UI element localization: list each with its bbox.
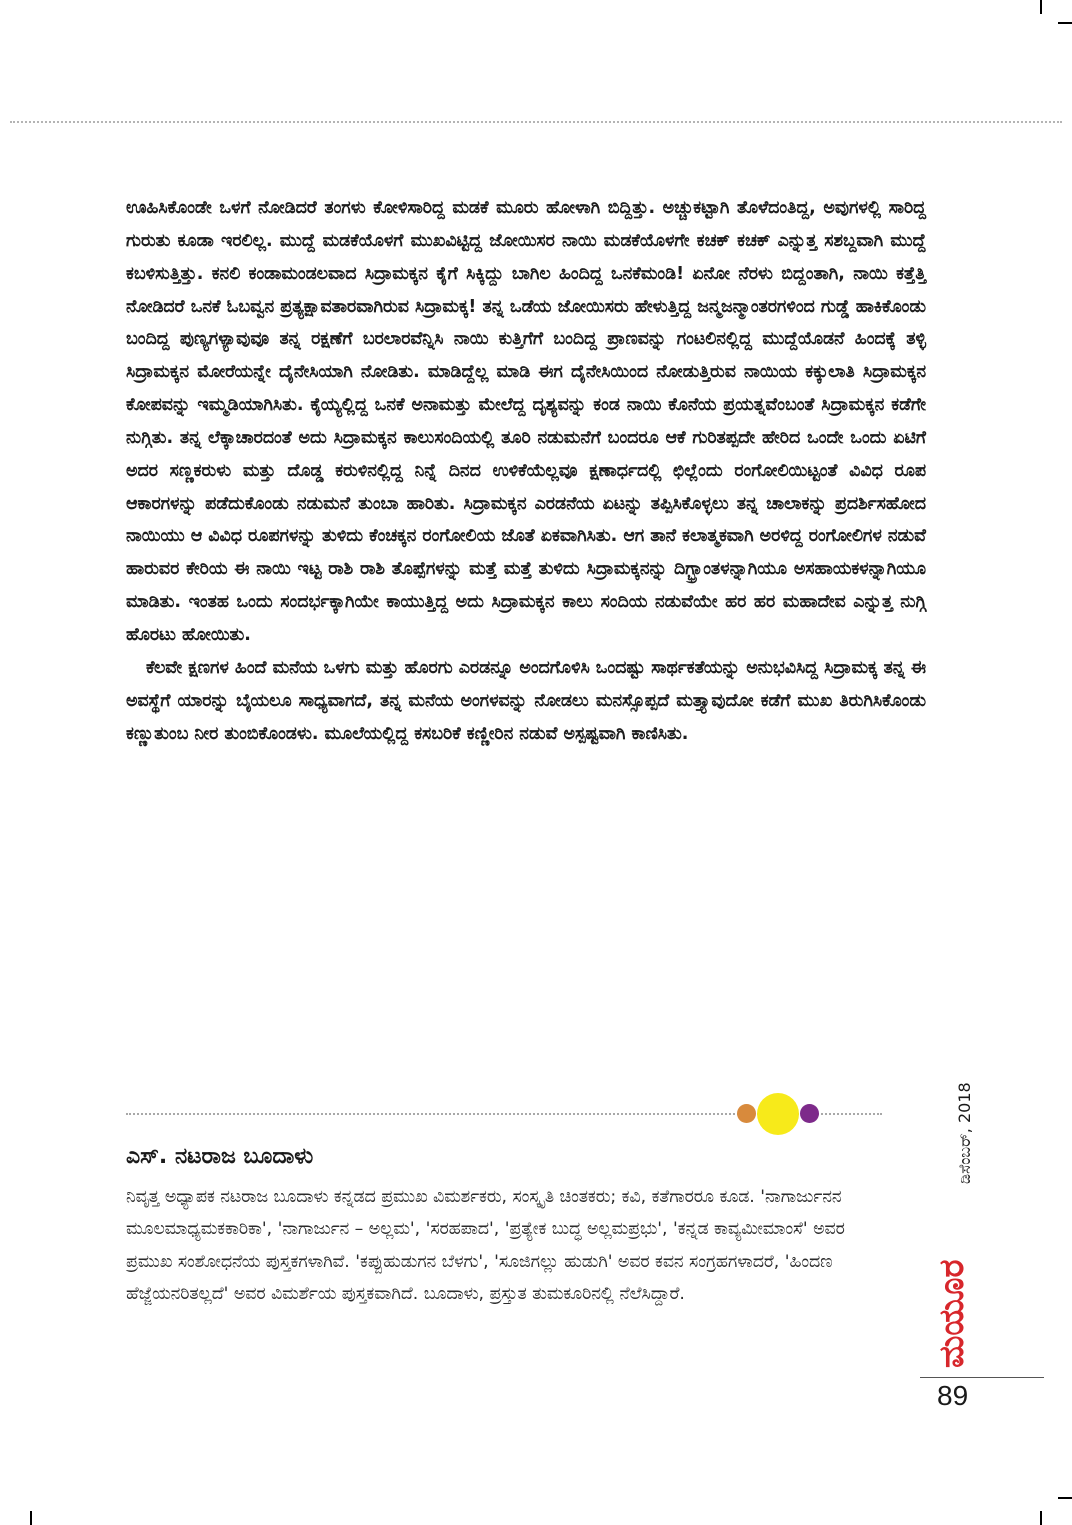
crop-mark-bottom-right	[1040, 1511, 1042, 1525]
crop-mark-right-top	[1058, 22, 1072, 24]
magazine-logo-text: ಮಯೂರ	[932, 1259, 972, 1368]
yellow-dot-ornament	[757, 1093, 799, 1135]
crop-mark-bottom-left	[30, 1511, 32, 1525]
issue-date	[935, 1084, 975, 1184]
magazine-logo	[928, 1196, 974, 1368]
author-bio-text: ನಿವೃತ್ತ ಅಧ್ಯಾಪಕ ನಟರಾಜ ಬೂದಾಳು ಕನ್ನಡದ ಪ್ರಮುಖ ವಿಮರ್ಶಕರು, ಸಂಸ್ಕೃತಿ ಚಿಂತಕರು; ಕವಿ, ಕತೆಗಾರರೂ ಕೂಡ. 'ನಾಗಾರ್ಜುನನ ಮೂಲಮಾಧ್ಯಮಕಕಾರಿಕಾ', 'ನಾಗಾರ್ಜುನ – ಅಲ್ಲಮ', 'ಸರಹಪಾದ', 'ಪ್ರತ್ಯೇಕ ಬುದ್ಧ ಅಲ್ಲಮಪ್ರಭು', 'ಕನ್ನಡ ಕಾವ್ಯಮೀಮಾಂಸೆ' ಅವರ ಪ್ರಮುಖ ಸಂಶೋಧನೆಯ ಪುಸ್ತಕಗಳಾಗಿವೆ. 'ಕಪ್ಪುಹುಡುಗನ ಬೆಳಗು', 'ಸೂಜಿಗಲ್ಲು ಹುಡುಗಿ' ಅವರ ಕವನ ಸಂಗ್ರಹಗಳಾದರೆ, 'ಹಿಂದಣ ಹೆಜ್ಜೆಯನರಿತಲ್ಲದೆ' ಅವರ ವಿಮರ್ಶೆಯ ಪುಸ್ತಕವಾಗಿದೆ. ಬೂದಾಳು, ಪ್ರಸ್ತುತ ತುಮಕೂರಿನಲ್ಲಿ ನೆಲೆಸಿದ್ದಾರೆ.	[126, 1187, 845, 1305]
orange-dot-ornament	[737, 1104, 756, 1123]
author-bio	[126, 1181, 886, 1311]
story-body	[126, 192, 926, 750]
page-number: 89	[937, 1380, 969, 1411]
story-paragraph-2: ಕೆಲವೇ ಕ್ಷಣಗಳ ಹಿಂದೆ ಮನೆಯ ಒಳಗು ಮತ್ತು ಹೊರಗು ಎರಡನ್ನೂ ಅಂದಗೊಳಿಸಿ ಒಂದಷ್ಟು ಸಾರ್ಥಕತೆಯನ್ನು ಅನುಭವಿಸಿದ್ದ ಸಿದ್ರಾಮಕ್ಕ ತನ್ನ ಈ ಅವಸ್ಥೆಗೆ ಯಾರನ್ನು ಬೈಯಲೂ ಸಾಧ್ಯವಾಗದೆ, ತನ್ನ ಮನೆಯ ಅಂಗಳವನ್ನು ನೋಡಲು ಮನಸ್ಸೊಪ್ಪದೆ ಮತ್ತ್ಯಾವುದೋ ಕಡೆಗೆ ಮುಖ ತಿರುಗಿಸಿಕೊಂಡು ಕಣ್ಣುತುಂಬ ನೀರ ತುಂಬಿಕೊಂಡಳು. ಮೂಲೆಯಲ್ಲಿದ್ದ ಕಸಬರಿಕೆ ಕಣ್ಣೀರಿನ ನಡುವೆ ಅಸ್ಪಷ್ಟವಾಗಿ ಕಾಣಿಸಿತು.	[126, 657, 926, 744]
purple-dot-ornament	[800, 1104, 819, 1123]
author-name: ಎಸ್. ನಟರಾಜ ಬೂದಾಳು	[126, 1144, 314, 1169]
header-dotted-rule	[10, 121, 1062, 123]
issue-date-text: ಡಿಸೆಂಬರ್, 2018	[955, 1082, 974, 1184]
section-separator	[126, 1113, 882, 1115]
crop-mark-right-bottom	[1058, 1497, 1072, 1499]
story-paragraph-1: ಊಹಿಸಿಕೊಂಡೇ ಒಳಗೆ ನೋಡಿದರೆ ತಂಗಳು ಕೋಳಿಸಾರಿದ್ದ ಮಡಕೆ ಮೂರು ಹೋಳಾಗಿ ಬಿದ್ದಿತ್ತು. ಅಚ್ಚುಕಟ್ಟಾಗಿ ತೊಳೆದಂತಿದ್ದ, ಅವುಗಳಲ್ಲಿ ಸಾರಿದ್ದ ಗುರುತು ಕೂಡಾ ಇರಲಿಲ್ಲ. ಮುದ್ದೆ ಮಡಕೆಯೊಳಗೆ ಮುಖವಿಟ್ಟಿದ್ದ ಜೋಯಿಸರ ನಾಯಿ ಮಡಕೆಯೊಳಗೇ ಕಚಕ್ ಕಚಕ್ ಎನ್ನುತ್ತ ಸಶಬ್ದವಾಗಿ ಮುದ್ದೆ ಕಬಳಿಸುತ್ತಿತ್ತು. ಕನಲಿ ಕಂಡಾಮಂಡಲವಾದ ಸಿದ್ರಾಮಕ್ಕನ ಕೈಗೆ ಸಿಕ್ಕಿದ್ದು ಬಾಗಿಲ ಹಿಂದಿದ್ದ ಒನಕೆಮಂಡಿ! ಏನೋ ನೆರಳು ಬಿದ್ದಂತಾಗಿ, ನಾಯಿ ಕತ್ತೆತ್ತಿ ನೋಡಿದರೆ ಒನಕೆ ಓಬವ್ವನ ಪ್ರತ್ಯಕ್ಷಾವತಾರವಾಗಿರುವ ಸಿದ್ರಾಮಕ್ಕ! ತನ್ನ ಒಡೆಯ ಜೋಯಿಸರು ಹೇಳುತ್ತಿದ್ದ ಜನ್ಮಜನ್ಮಾಂತರಗಳಿಂದ ಗುಡ್ಡೆ ಹಾಕಿಕೊಂಡು ಬಂದಿದ್ದ ಪುಣ್ಯಗಳ್ಯಾವುವೂ ತನ್ನ ರಕ್ಷಣೆಗೆ ಬರಲಾರವೆನ್ನಿಸಿ ನಾಯಿ ಕುತ್ತಿಗೆಗೆ ಬಂದಿದ್ದ ಪ್ರಾಣವನ್ನು ಗಂಟಲಿನಲ್ಲಿದ್ದ ಮುದ್ದೆಯೊಡನೆ ಹಿಂದಕ್ಕೆ ತಳ್ಳಿ ಸಿದ್ರಾಮಕ್ಕನ ಮೋರೆಯನ್ನೇ ದೈನೇಸಿಯಾಗಿ ನೋಡಿತು. ಮಾಡಿದ್ದೆಲ್ಲ ಮಾಡಿ ಈಗ ದೈನೇಸಿಯಿಂದ ನೋಡುತ್ತಿರುವ ನಾಯಿಯ ಕಕ್ಕುಲಾತಿ ಸಿದ್ರಾಮಕ್ಕನ ಕೋಪವನ್ನು ಇಮ್ಮಡಿಯಾಗಿಸಿತು. ಕೈಯ್ಯಲ್ಲಿದ್ದ ಒನಕೆ ಅನಾಮತ್ತು ಮೇಲೆದ್ದ ದೃಶ್ಯವನ್ನು ಕಂಡ ನಾಯಿ ಕೊನೆಯ ಪ್ರಯತ್ನವೆಂಬಂತೆ ಸಿದ್ರಾಮಕ್ಕನ ಕಡೆಗೇ ನುಗ್ಗಿತು. ತನ್ನ ಲೆಕ್ಕಾಚಾರದಂತೆ ಅದು ಸಿದ್ರಾಮಕ್ಕನ ಕಾಲುಸಂದಿಯಲ್ಲಿ ತೂರಿ ನಡುಮನೆಗೆ ಬಂದರೂ ಆಕೆ ಗುರಿತಪ್ಪದೇ ಹೇರಿದ ಒಂದೇ ಒಂದು ಏಟಿಗೆ ಅದರ ಸಣ್ಣಕರುಳು ಮತ್ತು ದೊಡ್ಡ ಕರುಳಿನಲ್ಲಿದ್ದ ನಿನ್ನೆ ದಿನದ ಉಳಿಕೆಯೆಲ್ಲವೂ ಕ್ಷಣಾರ್ಧದಲ್ಲಿ ಛಿಲ್ಲೆಂದು ರಂಗೋಲಿಯಿಟ್ಟಂತೆ ವಿವಿಧ ರೂಪ ಆಕಾರಗಳನ್ನು ಪಡೆದುಕೊಂಡು ನಡುಮನೆ ತುಂಬಾ ಹಾರಿತು. ಸಿದ್ರಾಮಕ್ಕನ ಎರಡನೆಯ ಏಟನ್ನು ತಪ್ಪಿಸಿಕೊಳ್ಳಲು ತನ್ನ ಚಾಲಾಕನ್ನು ಪ್ರದರ್ಶಿಸಹೋದ ನಾಯಿಯು ಆ ವಿವಿಧ ರೂಪಗಳನ್ನು ತುಳಿದು ಕೆಂಚಕ್ಕನ ರಂಗೋಲಿಯ ಜೊತೆ ಏಕವಾಗಿಸಿತು. ಆಗ ತಾನೆ ಕಲಾತ್ಮಕವಾಗಿ ಅರಳಿದ್ದ ರಂಗೋಲಿಗಳ ನಡುವೆ ಹಾರುವರ ಕೇರಿಯ ಈ ನಾಯಿ ಇಟ್ಟ ರಾಶಿ ರಾಶಿ ತೊಪ್ಪೆಗಳನ್ನು ಮತ್ತೆ ಮತ್ತೆ ತುಳಿದು ಸಿದ್ರಾಮಕ್ಕನನ್ನು ದಿಗ್ಭ್ರಾಂತಳನ್ನಾಗಿಯೂ ಅಸಹಾಯಕಳನ್ನಾಗಿಯೂ ಮಾಡಿತು. ಇಂತಹ ಒಂದು ಸಂದರ್ಭಕ್ಕಾಗಿಯೇ ಕಾಯುತ್ತಿದ್ದ ಅದು ಸಿದ್ರಾಮಕ್ಕನ ಕಾಲು ಸಂದಿಯ ನಡುವೆಯೇ ಹರ ಹರ ಮಹಾದೇವ ಎನ್ನುತ್ತ ನುಗ್ಗಿ ಹೊರಟು ಹೋಯಿತು.	[126, 198, 926, 645]
crop-mark-top	[1040, 0, 1042, 14]
